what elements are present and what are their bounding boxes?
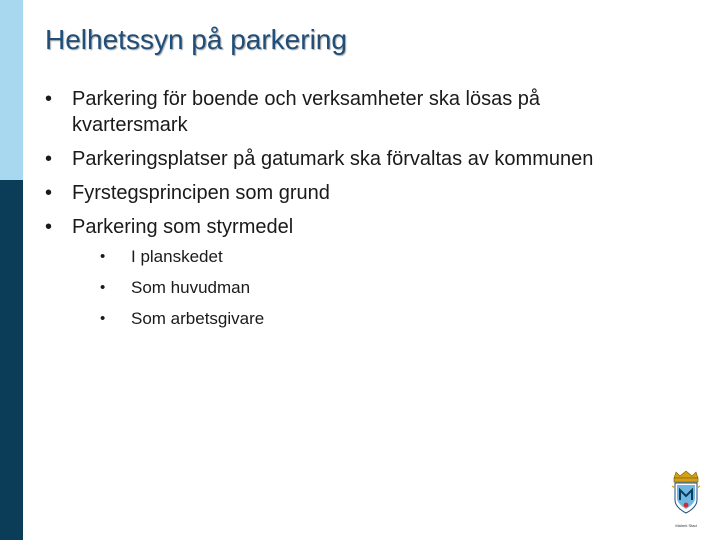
bullet-text-continued: kvartersmark (72, 114, 188, 136)
sub-bullet-text: Som huvudman (131, 278, 251, 297)
sub-bullet-text: Som arbetsgivare (131, 309, 265, 328)
sub-bullet-item (100, 246, 720, 268)
city-coat-of-arms-icon (664, 470, 708, 526)
bullet-marker: • (45, 148, 53, 170)
slide-title: Helhetssyn på parkering (45, 24, 347, 55)
sub-bullet-item (100, 277, 720, 299)
sub-bullet-marker: • (100, 248, 106, 265)
bullet-marker: • (45, 216, 53, 238)
sub-bullet-item (100, 308, 720, 330)
sub-bullet-marker: • (100, 279, 106, 296)
sub-bullet-marker: • (100, 310, 106, 327)
bullet-item (45, 146, 695, 172)
logo-caption: Malmö Stad (675, 523, 697, 528)
bullet-text: Parkering som styrmedel (72, 216, 294, 238)
bullet-text: Fyrstegsprincipen som grund (72, 182, 330, 204)
side-bar-bottom (0, 180, 23, 540)
bullet-text: Parkering för boende och verksamheter ska lösas på (72, 88, 541, 110)
bullet-text: Parkeringsplatser på gatumark ska förvaltas av kommunen (72, 148, 594, 170)
bullet-marker: • (45, 182, 53, 204)
coat-of-arms-graphic (664, 470, 708, 520)
bullet-item (45, 180, 695, 206)
bullet-item (45, 86, 695, 138)
bullet-item (45, 214, 695, 330)
sub-bullet-text: I planskedet (131, 247, 223, 266)
sub-bullet-list (100, 246, 720, 330)
side-bar-top (0, 0, 23, 180)
bullet-list (45, 86, 695, 339)
bullet-marker: • (45, 88, 53, 110)
